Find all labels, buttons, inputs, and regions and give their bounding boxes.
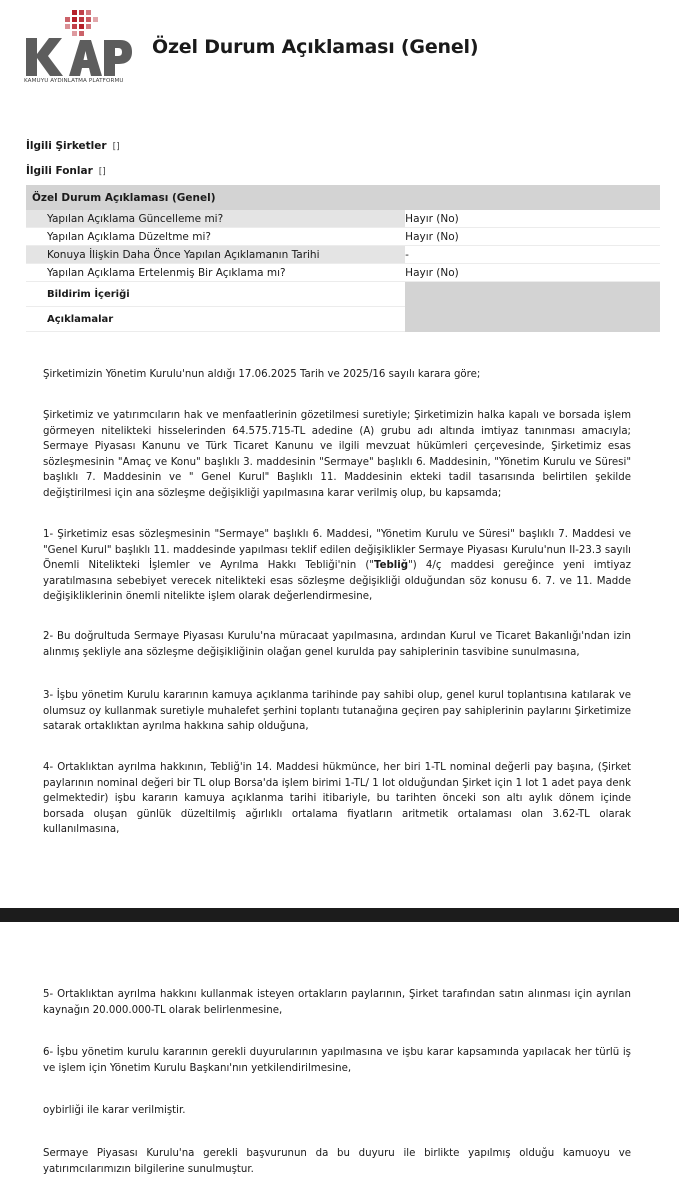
related-companies[interactable] bbox=[26, 140, 120, 152]
row-value: Hayır (No) bbox=[405, 228, 660, 246]
paragraph-item-2: 2- Bu doğrultuda Sermaye Piyasası Kurulu'na müracaat yapılmasına, ardından Kurul ve Ticaret Bakanlığı'ndan izin alınmış şekliyle ana sözleşme değişikliğinin olağan genel kurulda pay sahiplerinin tasvibine sunulmasına, bbox=[43, 631, 631, 658]
section-notification-content: Bildirim İçeriği bbox=[26, 282, 405, 307]
table-row bbox=[26, 246, 660, 264]
row-value: Hayır (No) bbox=[405, 210, 660, 228]
paragraph-resolution: oybirliği ile karar verilmiştir. bbox=[43, 1105, 186, 1116]
page-header bbox=[0, 0, 679, 100]
disclosure-info-table bbox=[26, 185, 660, 332]
row-label: Konuya İlişkin Daha Önce Yapılan Açıklamanın Tarihi bbox=[26, 246, 405, 264]
table-row bbox=[26, 210, 660, 228]
item-1-bold: Tebliğ bbox=[373, 560, 409, 571]
paragraph-item-4: 4- Ortaklıktan ayrılma hakkının, Tebliğ'in 14. Maddesi hükmünce, her biri 1-TL nominal değerli pay başına, (Şirket paylarının nominal değeri bir TL olup Borsa'da işlem birimi 1-TL/ 1 lot olduğundan Şirket için 1 lot 1 adet paya denk gelmektedir) işbu kararın kamuya açıklanma tarihi itibariyle, bu tarihten önceki son altı aylık dönem içinde borsada oluşan günlük düzeltilmiş ağırlıklı ortalama fiyatların aritmetik ortalaması olan 3.62-TL olarak kullanılmasına, bbox=[43, 762, 631, 835]
table-row bbox=[26, 228, 660, 246]
table-header: Özel Durum Açıklaması (Genel) bbox=[26, 185, 405, 210]
item-1-text: 1- Şirketimiz esas sözleşmesinin "Sermaye" başlıklı 6. Maddesi, "Yönetim Kurulu ve Süresi" başlıklı 7. Maddesi ve "Genel Kurul" başlıklı 11. maddesinde yapılması teklif edilen değişiklikler Sermaye Piyasası Kurulu'nun II-23.3 sayılı Önemli Nitelikteki İşlemler ve Ayrılma Hakkı Tebliği'nin (" bbox=[43, 529, 631, 571]
section-gray-block bbox=[405, 282, 660, 332]
kap-logo-icon bbox=[24, 8, 134, 78]
row-label: Yapılan Açıklama Düzeltme mi? bbox=[26, 228, 405, 246]
row-value: Hayır (No) bbox=[405, 264, 660, 282]
table-section-row bbox=[26, 282, 660, 307]
row-value: - bbox=[405, 246, 660, 264]
row-label: Yapılan Açıklama Güncelleme mi? bbox=[26, 210, 405, 228]
paragraph-main: Şirketimiz ve yatırımcıların hak ve menfaatlerinin gözetilmesi suretiyle; Şirketimizin halka kapalı ve borsada işlem görmeyen nitelikteki hisselerinden 64.575.715-TL adedine (A) grubu adı altında imtiyaz tanınması amacıyla; Sermaye Piyasası Kanunu ve Türk Ticaret Kanunu ve ilgili mevzuat hükümleri çerçevesinde, Şirketimiz esas sözleşmesinin "Amaç ve Konu" başlıklı 3. maddesinin "Sermaye" başlıklı 6. Maddesinin, "Yönetim Kurulu ve Süresi" başlıklı 7. Maddesinin ve " Genel Kurul" Başlıklı 11. Maddesinin ekteki tadil tasarısında belirtilen şekilde değiştirilmesi için ana sözleşme değişikliği yapılmasına karar verilmiş olup, bu kapsamda; bbox=[43, 410, 631, 499]
related-funds-label: İlgili Fonlar bbox=[26, 165, 93, 177]
section-explanations: Açıklamalar bbox=[26, 307, 405, 332]
paragraph-item-6: 6- İşbu yönetim kurulu kararının gerekli duyurularının yapılmasına ve işbu karar kapsamında yapılacak her türlü iş ve işlem için Yönetim Kurulu Başkanı'nın yetkilendirilmesine, bbox=[43, 1047, 631, 1074]
paragraph-item-5: 5- Ortaklıktan ayrılma hakkını kullanmak isteyen ortakların paylarının, Şirket tarafından satın alınması için ayrılan kaynağın 20.000.000-TL olarak belirlenmesine, bbox=[43, 989, 631, 1016]
platform-name: KAMUYU AYDINLATMA PLATFORMU bbox=[24, 78, 124, 84]
paragraph-item-3: 3- İşbu yönetim Kurulu kararının kamuya açıklanma tarihinde pay sahibi olup, genel kurul toplantısına katılarak ve olumsuz oy kullanmak suretiyle muhalefet şerhini toplantı tutanağına geçiren pay sahiplerinin paylarını Şirketimize satarak ortaklıktan ayrılma hakkına sahip olduğuna, bbox=[43, 690, 631, 732]
row-label: Yapılan Açıklama Ertelenmiş Bir Açıklama mı? bbox=[26, 264, 405, 282]
table-row bbox=[26, 264, 660, 282]
table-header-row bbox=[26, 185, 660, 210]
paragraph-item-1 bbox=[43, 527, 631, 605]
related-funds-value: [] bbox=[98, 167, 106, 177]
related-companies-value: [] bbox=[112, 142, 120, 152]
paragraph-closing: Sermaye Piyasası Kurulu'na gerekli başvurunun da bu duyuru ile birlikte yapılmış olduğu kamuoyu ve yatırımcılarımızın bilgilerine sunulmuştur. bbox=[43, 1148, 631, 1175]
related-companies-label: İlgili Şirketler bbox=[26, 140, 107, 152]
paragraph-intro: Şirketimizin Yönetim Kurulu'nun aldığı 17.06.2025 Tarih ve 2025/16 sayılı karara göre; bbox=[43, 369, 481, 380]
table-header-value bbox=[405, 185, 660, 210]
dark-separator-band bbox=[0, 908, 679, 922]
kap-logo[interactable] bbox=[24, 8, 134, 92]
item-1-tail: ") 4/ç maddesi gereğince yeni imtiyaz yaratılmasına sebebiyet verecek nitelikteki esas sözleşme değişikliği olduğundan söz konusu 6. 7. ve 11. Madde değişikliklerinin önemli nitelikte işlem olarak değerlendirmesine, bbox=[43, 560, 631, 602]
related-funds[interactable] bbox=[26, 165, 106, 177]
page-title: Özel Durum Açıklaması (Genel) bbox=[152, 36, 479, 58]
